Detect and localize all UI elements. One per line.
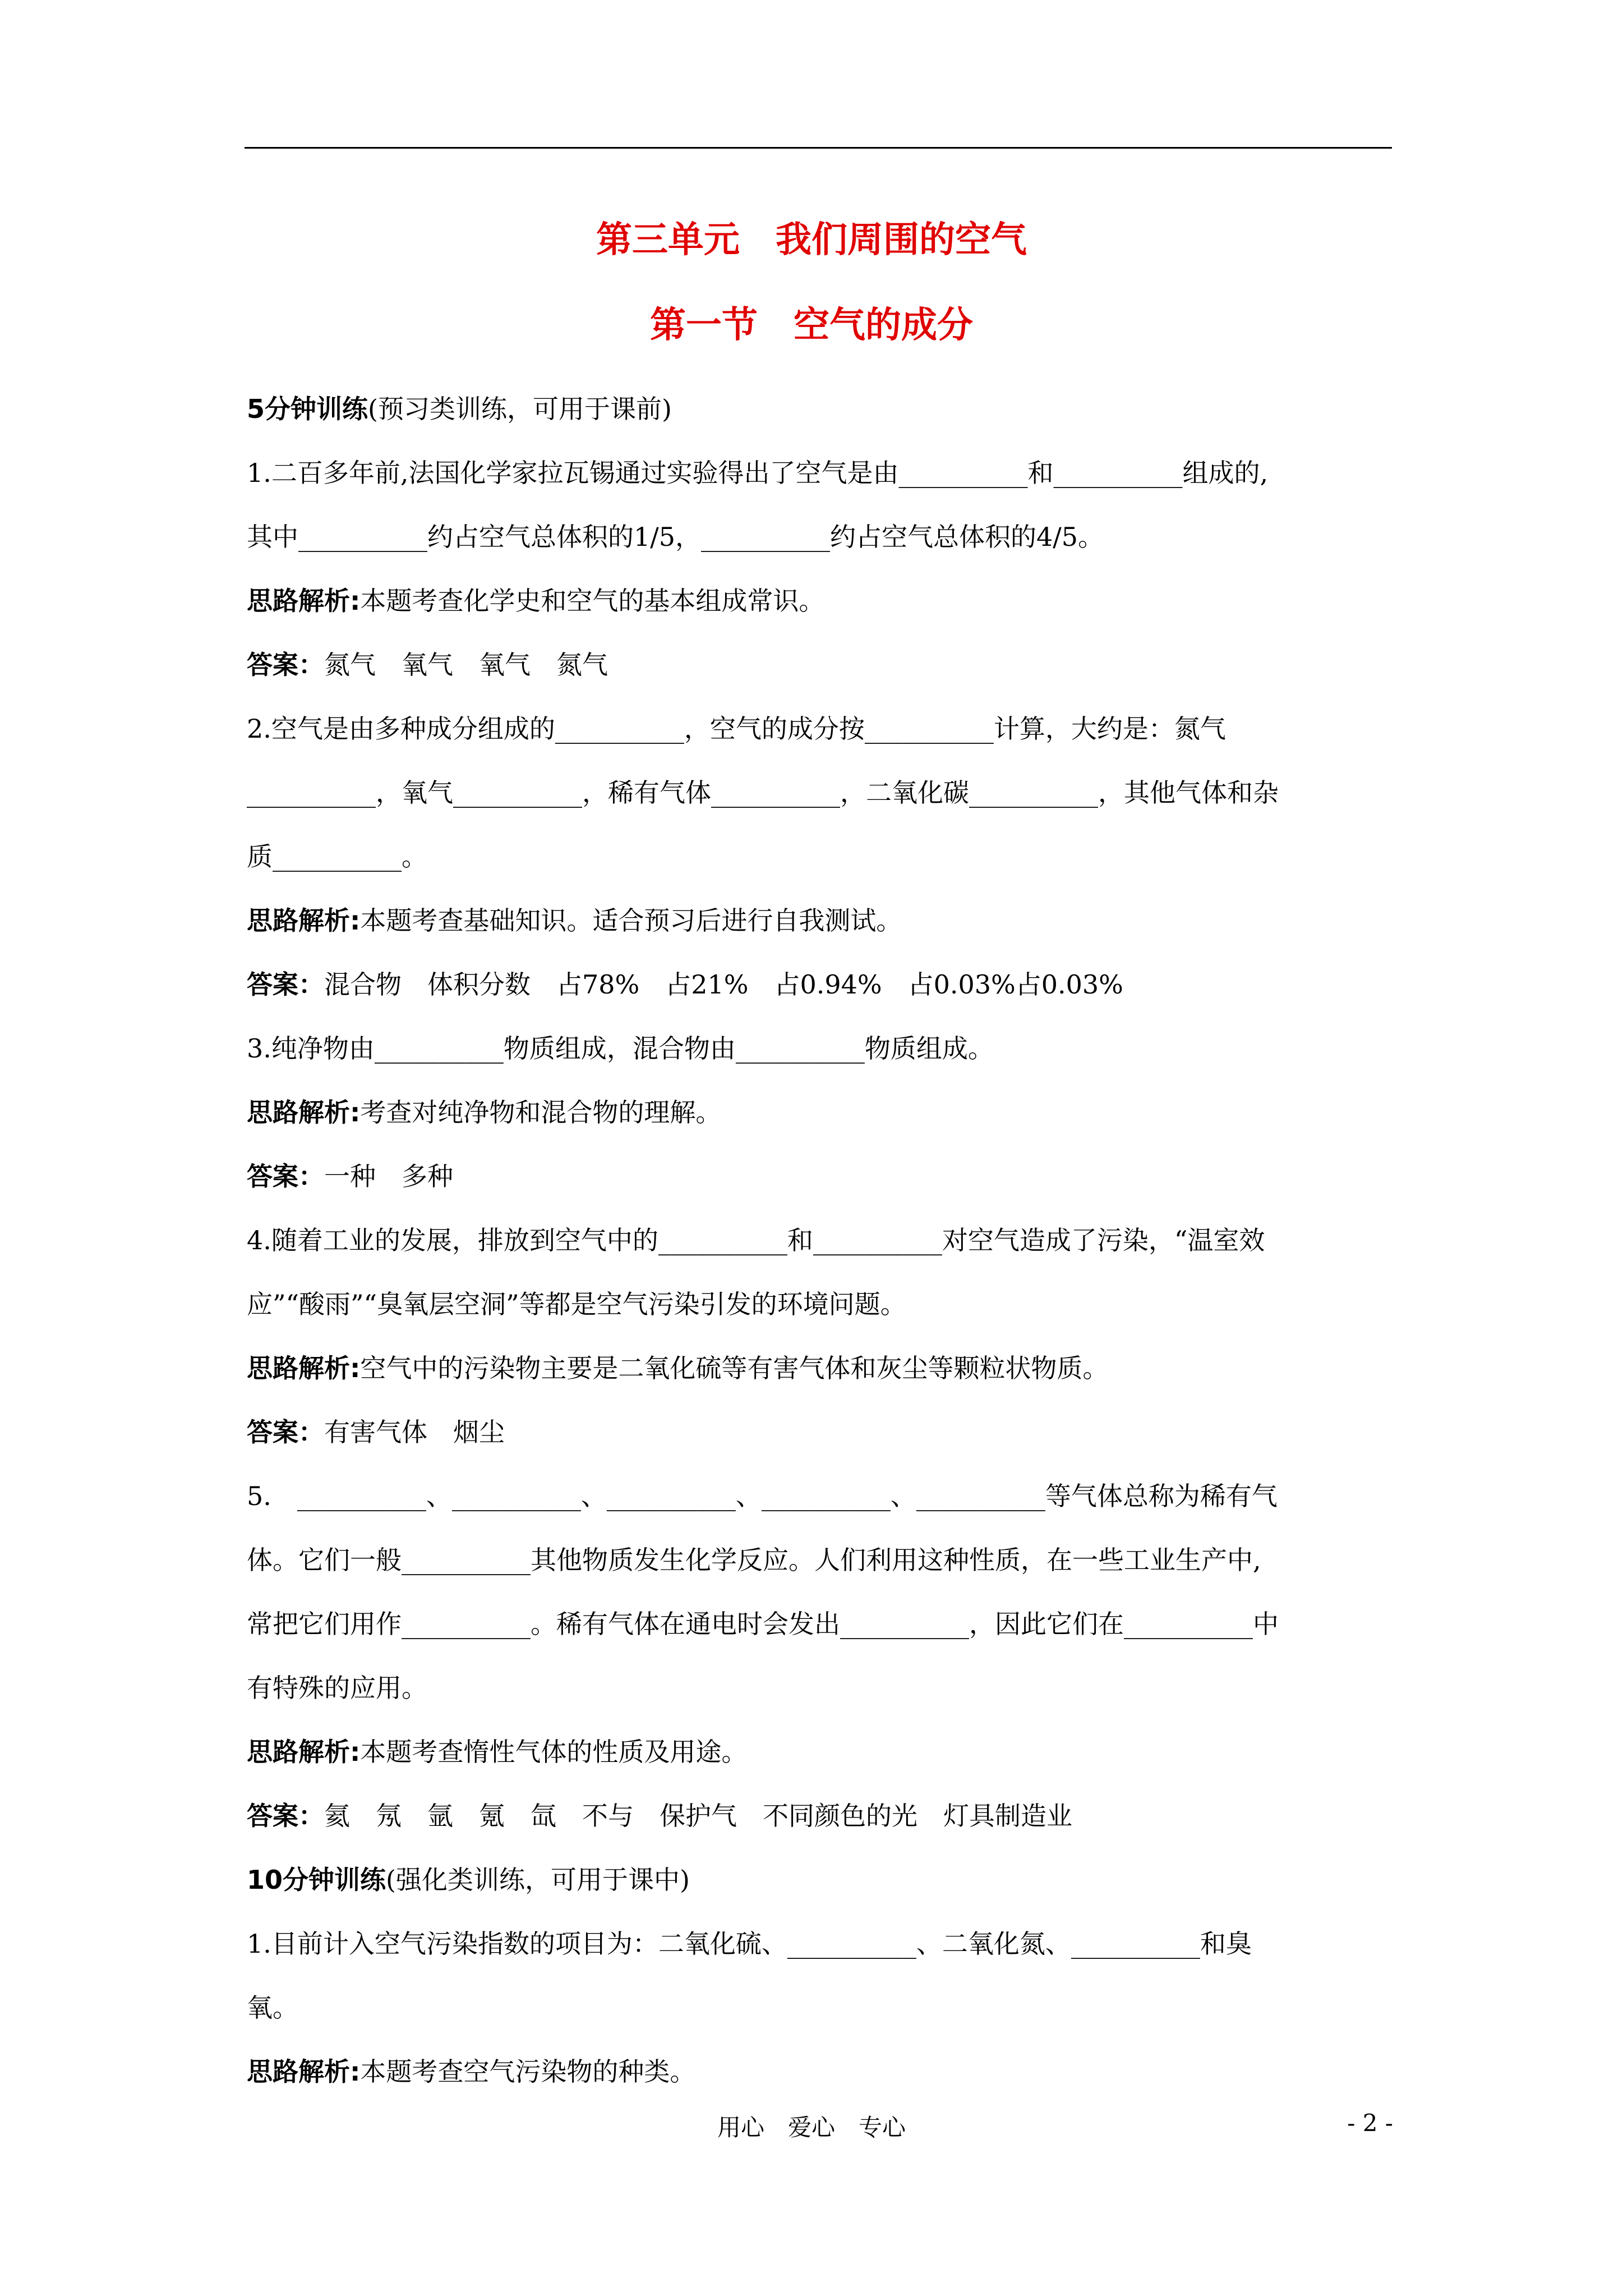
question-line: 氧。 [247,1993,298,2023]
answer-line [247,953,1392,1016]
line-label: 答案： [247,969,324,1000]
training-heading [247,1848,1392,1912]
line-text: 本题考查空气污染物的种类。 [360,2056,696,2087]
question-line: 体。它们一般__________其他物质发生化学反应。人们利用这种性质，在一些工业生产中, [247,1545,1261,1575]
training-heading-label: 10分钟训练 [247,1865,386,1895]
document-body [247,377,1392,2104]
line-label: 思路解析: [247,1737,361,1767]
line-text: 空气中的污染物主要是二氧化硫等有害气体和灰尘等颗粒状物质。 [360,1353,1109,1383]
line-label: 答案： [247,1801,324,1831]
section-title: 第一节 空气的成分 [650,305,973,346]
line-label: 思路解析: [247,586,361,616]
line-label: 思路解析: [247,2056,361,2087]
line-label: 思路解析: [247,905,361,936]
question-line: 有特殊的应用。 [247,1673,427,1703]
analysis-line [247,1336,1392,1400]
analysis-line [247,889,1392,953]
question-line: 应”“酸雨”“臭氧层空洞”等都是空气污染引发的环境问题。 [247,1289,906,1319]
analysis-line [247,569,1392,633]
training-heading-label: 5分钟训练 [247,394,368,424]
line-text: 有害气体 烟尘 [324,1417,505,1447]
training-heading-note: (预习类训练，可用于课前) [368,394,672,424]
line-text: 氮气 氧气 氧气 氮气 [324,650,608,680]
line-text: 一种 多种 [324,1161,453,1191]
answer-line [247,1400,1392,1464]
training-heading-note: (强化类训练，可用于课中) [386,1865,690,1895]
answer-line [247,633,1392,697]
line-text: 本题考查化学史和空气的基本组成常识。 [360,586,825,616]
line-label: 答案： [247,650,324,680]
analysis-line [247,1080,1392,1144]
line-text: 考查对纯净物和混合物的理解。 [360,1097,722,1128]
page-number: - 2 - [1347,2109,1393,2137]
line-label: 思路解析: [247,1353,361,1383]
answer-line [247,1784,1392,1848]
line-text: 混合物 体积分数 占78% 占21% 占0.94% 占0.03%占0.03% [324,969,1123,1000]
question-line: 4.随着工业的发展，排放到空气中的__________和__________对空气造成了污染，“温室效 [247,1225,1265,1255]
question-line: 3.纯净物由__________物质组成，混合物由__________物质组成。 [247,1033,994,1064]
question-line: 2.空气是由多种成分组成的__________，空气的成分按__________计算，大约是：氮气 [247,714,1226,744]
header-rule [245,147,1392,149]
analysis-line [247,1720,1392,1784]
question-line: 5. __________、__________、__________、__________、__________等气体总称为稀有气 [247,1481,1278,1511]
question-line: 1.二百多年前,法国化学家拉瓦锡通过实验得出了空气是由__________和__________组成的, [247,458,1269,488]
line-text: 本题考查惰性气体的性质及用途。 [360,1737,748,1767]
question-line: 常把它们用作__________。稀有气体在通电时会发出__________，因此它们在__________中 [247,1609,1279,1639]
footer-motto: 用心 爱心 专心 [717,2114,906,2141]
line-text: 本题考查基础知识。适合预习后进行自我测试。 [360,905,902,936]
question-line: __________，氧气__________，稀有气体__________，二氧化碳__________，其他气体和杂 [247,777,1279,808]
line-label: 答案： [247,1161,324,1191]
unit-title: 第三单元 我们周围的空气 [596,219,1027,261]
training-heading [247,377,1392,441]
question-line: 其中__________约占空气总体积的1/5，__________约占空气总体积的4/5。 [247,522,1104,552]
line-label: 答案： [247,1417,324,1447]
question-line: 1.目前计入空气污染指数的项目为：二氧化硫、__________、二氧化氮、__________和臭 [247,1929,1252,1959]
line-label: 思路解析: [247,1097,361,1128]
answer-line [247,1144,1392,1208]
line-text: 氦 氖 氩 氪 氙 不与 保护气 不同颜色的光 灯具制造业 [324,1801,1072,1831]
question-line: 质__________。 [247,841,427,872]
analysis-line [247,2040,1392,2104]
